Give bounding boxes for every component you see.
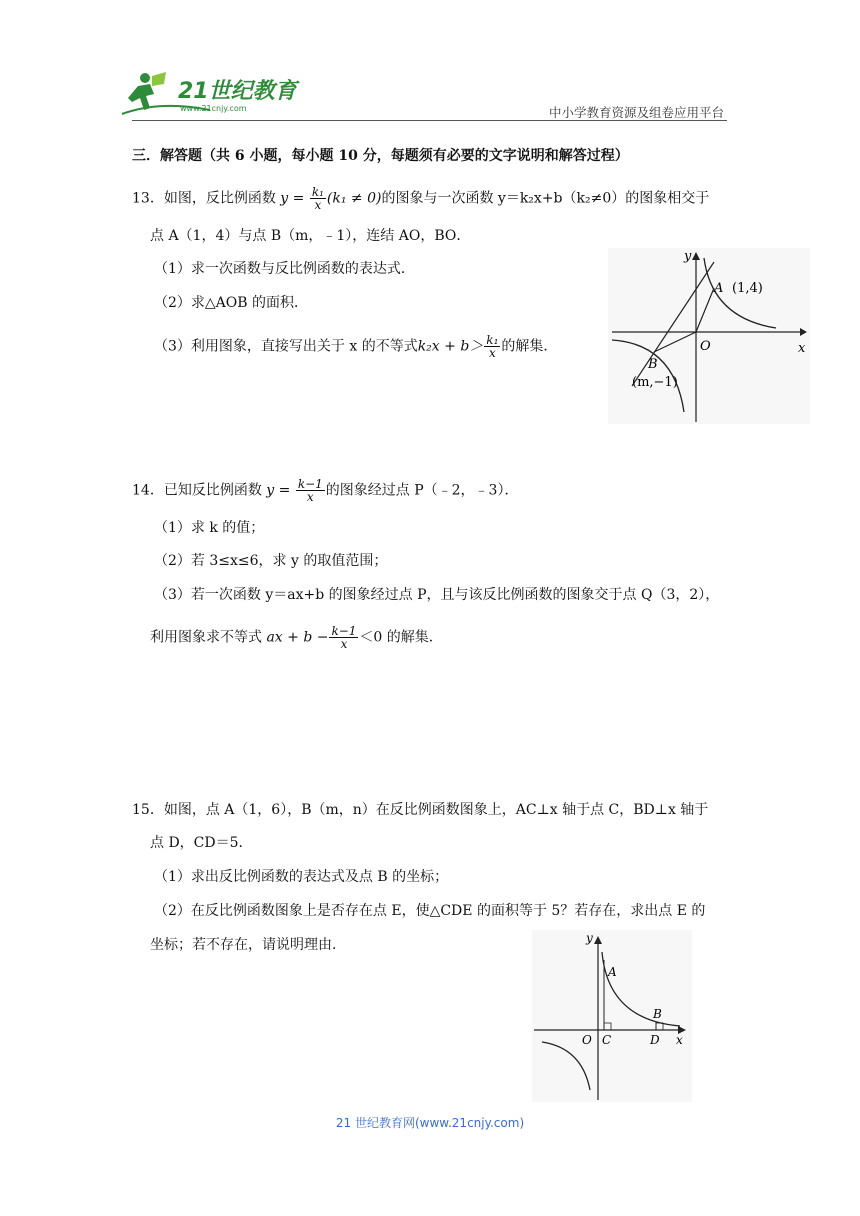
fig15-point-d: D <box>650 1033 660 1047</box>
q15-line2: 点 D，CD＝5． <box>150 835 253 851</box>
q13-part2: （2）求△AOB 的面积． <box>154 295 308 311</box>
q13-p3-fraction: $\frac{\text{k₁}}{x}$ <box>486 333 499 360</box>
q14-part3-cont: 利用图象求不等式 ax + b − $\frac{k-1}{x}$ ＜0 的解集． <box>150 624 443 651</box>
fig15-point-a: A <box>608 965 617 979</box>
fig13-point-a-coord: (1,4) <box>732 281 763 296</box>
header-divider <box>132 120 727 121</box>
q13-part3: （3）利用图象，直接写出关于 x 的不等式k₂x + b＞ $\frac{\text{k₁}}{x}$ 的解集． <box>154 333 558 360</box>
q14-p4-fraction: $\frac{k-1}{x}$ <box>331 624 357 651</box>
fig15-point-c: C <box>602 1033 612 1047</box>
fig15-point-b: B <box>653 1007 662 1021</box>
q13-figure <box>608 248 810 424</box>
section-title: 三．解答题（共 6 小题，每小题 10 分，每题须有必要的文字说明和解答过程） <box>132 148 629 164</box>
q14-part2: （2）若 3≤x≤6，求 y 的取值范围； <box>154 553 388 569</box>
fig13-point-b-coord: (m,−1) <box>632 375 678 390</box>
fig13-origin-label: O <box>700 339 711 354</box>
fig13-x-label: x <box>798 341 806 356</box>
fig13-point-b: B <box>648 357 658 372</box>
q14-line1: 14．已知反比例函数 y = $\frac{k-1}{x}$ 的图象经过点 P（﹣2，﹣3）． <box>132 477 519 504</box>
q14-part1: （1）求 k 的值； <box>154 520 265 536</box>
footer-link[interactable]: 21 世纪教育网(www.21cnjy.com) <box>335 1116 525 1130</box>
q13-line1: 13．如图，反比例函数 y = $\frac{\text{k₁}}{x}$ (k₁ ≠ 0)的图象与一次函数 y＝k₂x+b（k₂≠0）的图象相交于 <box>132 185 710 212</box>
q15-part1: （1）求出反比例函数的表达式及点 B 的坐标； <box>154 869 449 885</box>
fig13-y-label: y <box>684 249 692 264</box>
fig15-origin-label: O <box>582 1033 592 1047</box>
q15-part2-cont: 坐标；若不存在，请说明理由． <box>150 937 346 953</box>
fig15-y-label: y <box>586 931 593 945</box>
q15-line1: 15．如图，点 A（1，6），B（m，n）在反比例函数图象上，AC⊥x 轴于点 C，BD⊥x 轴于 <box>132 802 709 818</box>
q15-part2: （2）在反比例函数图象上是否存在点 E，使△CDE 的面积等于 5？若存在，求出点 E 的 <box>154 903 706 919</box>
q14-fraction: $\frac{k-1}{x}$ <box>297 477 323 504</box>
q13-fraction: $\frac{\text{k₁}}{x}$ <box>311 185 324 212</box>
fig15-x-label: x <box>676 1033 683 1047</box>
q14-part3: （3）若一次函数 y＝ax+b 的图象经过点 P，且与该反比例函数的图象交于点 Q（3，2）， <box>154 587 720 603</box>
logo-url: www.21cnjy.com <box>180 104 247 113</box>
q13-line2: 点 A（1，4）与点 B（m，﹣1），连结 AO，BO． <box>150 228 471 244</box>
q15-figure <box>532 930 692 1102</box>
logo-text: 21世纪教育 <box>178 79 297 104</box>
fig13-point-a: A <box>714 281 724 296</box>
q13-part1: （1）求一次函数与反比例函数的表达式． <box>154 261 415 277</box>
platform-name: 中小学教育资源及组卷应用平台 <box>548 105 724 120</box>
